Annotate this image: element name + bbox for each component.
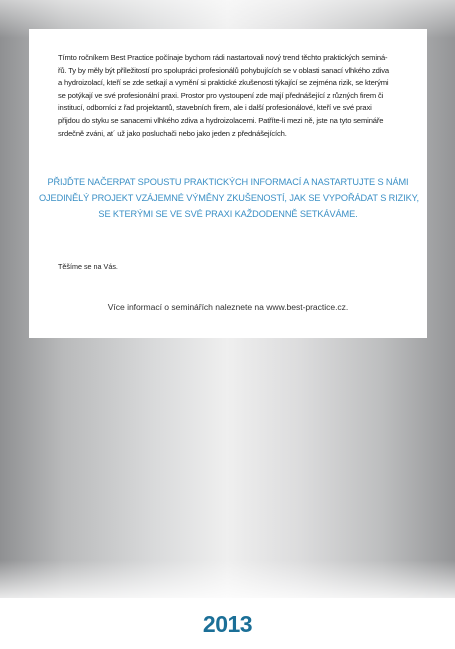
intro-line: institucí, odborníci z řad projektantů, stavebních firem, ale i další profesionálové, kteří ve své praxi: [58, 103, 372, 113]
intro-paragraph: [58, 52, 402, 140]
intro-line: srdečně zváni, at´ už jako posluchači nebo jako jeden z přednášejících.: [58, 128, 287, 138]
intro-line: a hydroizolací, kteří se zde setkají a vymění si praktické zkušenosti týkající se zejména rizik, se kterými: [58, 78, 389, 88]
greeting-text: Těšíme se na Vás.: [58, 262, 118, 271]
intro-line: se potýkají ve své profesionální praxi. Prostor pro vystoupení zde mají přednášející z různých firem či: [58, 90, 384, 100]
content-card: [29, 29, 427, 338]
year-label: 2013: [202, 611, 253, 637]
cta-line: SE KTERÝMI SE VE SVÉ PRAXI KAŽDODENNĚ SETKÁVÁME.: [98, 208, 358, 219]
call-to-action: [39, 175, 417, 222]
cta-line: PŘIJĎTE NAČERPAT SPOUSTU PRAKTICKÝCH INFORMACÍ A NASTARTUJTE S NÁMI: [47, 177, 409, 187]
intro-line: Tímto ročníkem Best Practice počínaje bychom rádi nastartovali nový trend těchto praktických seminá-: [58, 53, 388, 62]
cta-line: OJEDINĚLÝ PROJEKT VZÁJEMNÉ VÝMĚNY ZKUŠENOSTÍ, JAK SE VYPOŘÁDAT S RIZIKY,: [39, 192, 419, 203]
more-info-text: Více informací o seminářích naleznete na www.best-practice.cz.: [107, 302, 349, 312]
intro-line: přijdou do styku se sanacemi vlhkého zdiva a hydroizolacemi. Patříte-li mezi ně, jste na tyto semináře: [58, 115, 384, 125]
intro-line: řů. Ty by měly být příležitostí pro spolupráci profesionálů pohybujících se v oblasti sanací vlhkého zdiva: [58, 65, 389, 75]
background-bottom-fade: [0, 560, 455, 600]
